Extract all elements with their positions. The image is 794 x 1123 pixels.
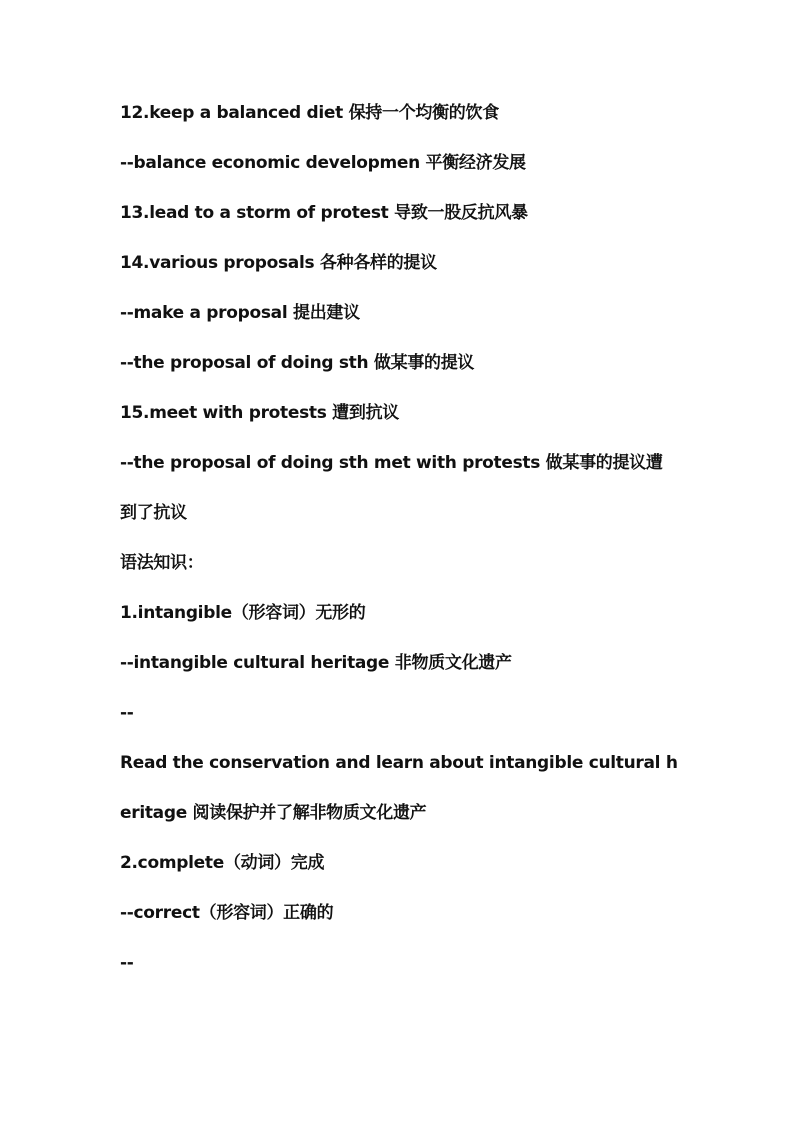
grammar-subitem: --correct（形容词）正确的 — [120, 903, 334, 923]
vocab-subitem: --make a proposal 提出建议 — [120, 303, 360, 323]
vocab-item-15: 15.meet with protests 遭到抗议 — [120, 403, 399, 423]
vocab-subitem: --the proposal of doing sth 做某事的提议 — [120, 353, 475, 373]
example-sentence-continued: eritage 阅读保护并了解非物质文化遗产 — [120, 803, 427, 823]
vocab-item-12: 12.keep a balanced diet 保持一个均衡的饮食 — [120, 103, 499, 123]
vocab-subitem: --balance economic developmen 平衡经济发展 — [120, 153, 526, 173]
section-heading: 语法知识： — [120, 553, 204, 573]
example-sentence: Read the conservation and learn about intangible cultural h — [120, 753, 678, 773]
vocab-item-14: 14.various proposals 各种各样的提议 — [120, 253, 437, 273]
vocab-item-13: 13.lead to a storm of protest 导致一股反抗风暴 — [120, 203, 528, 223]
grammar-item-1: 1.intangible（形容词）无形的 — [120, 603, 366, 623]
vocab-subitem: --the proposal of doing sth met with protests 做某事的提议遭 — [120, 453, 663, 473]
grammar-subitem: -- — [120, 953, 134, 973]
document-body — [120, 96, 680, 996]
grammar-item-2: 2.complete（动词）完成 — [120, 853, 325, 873]
vocab-subitem-continued: 到了抗议 — [120, 503, 187, 523]
grammar-subitem: -- — [120, 703, 134, 723]
grammar-subitem: --intangible cultural heritage 非物质文化遗产 — [120, 653, 512, 673]
